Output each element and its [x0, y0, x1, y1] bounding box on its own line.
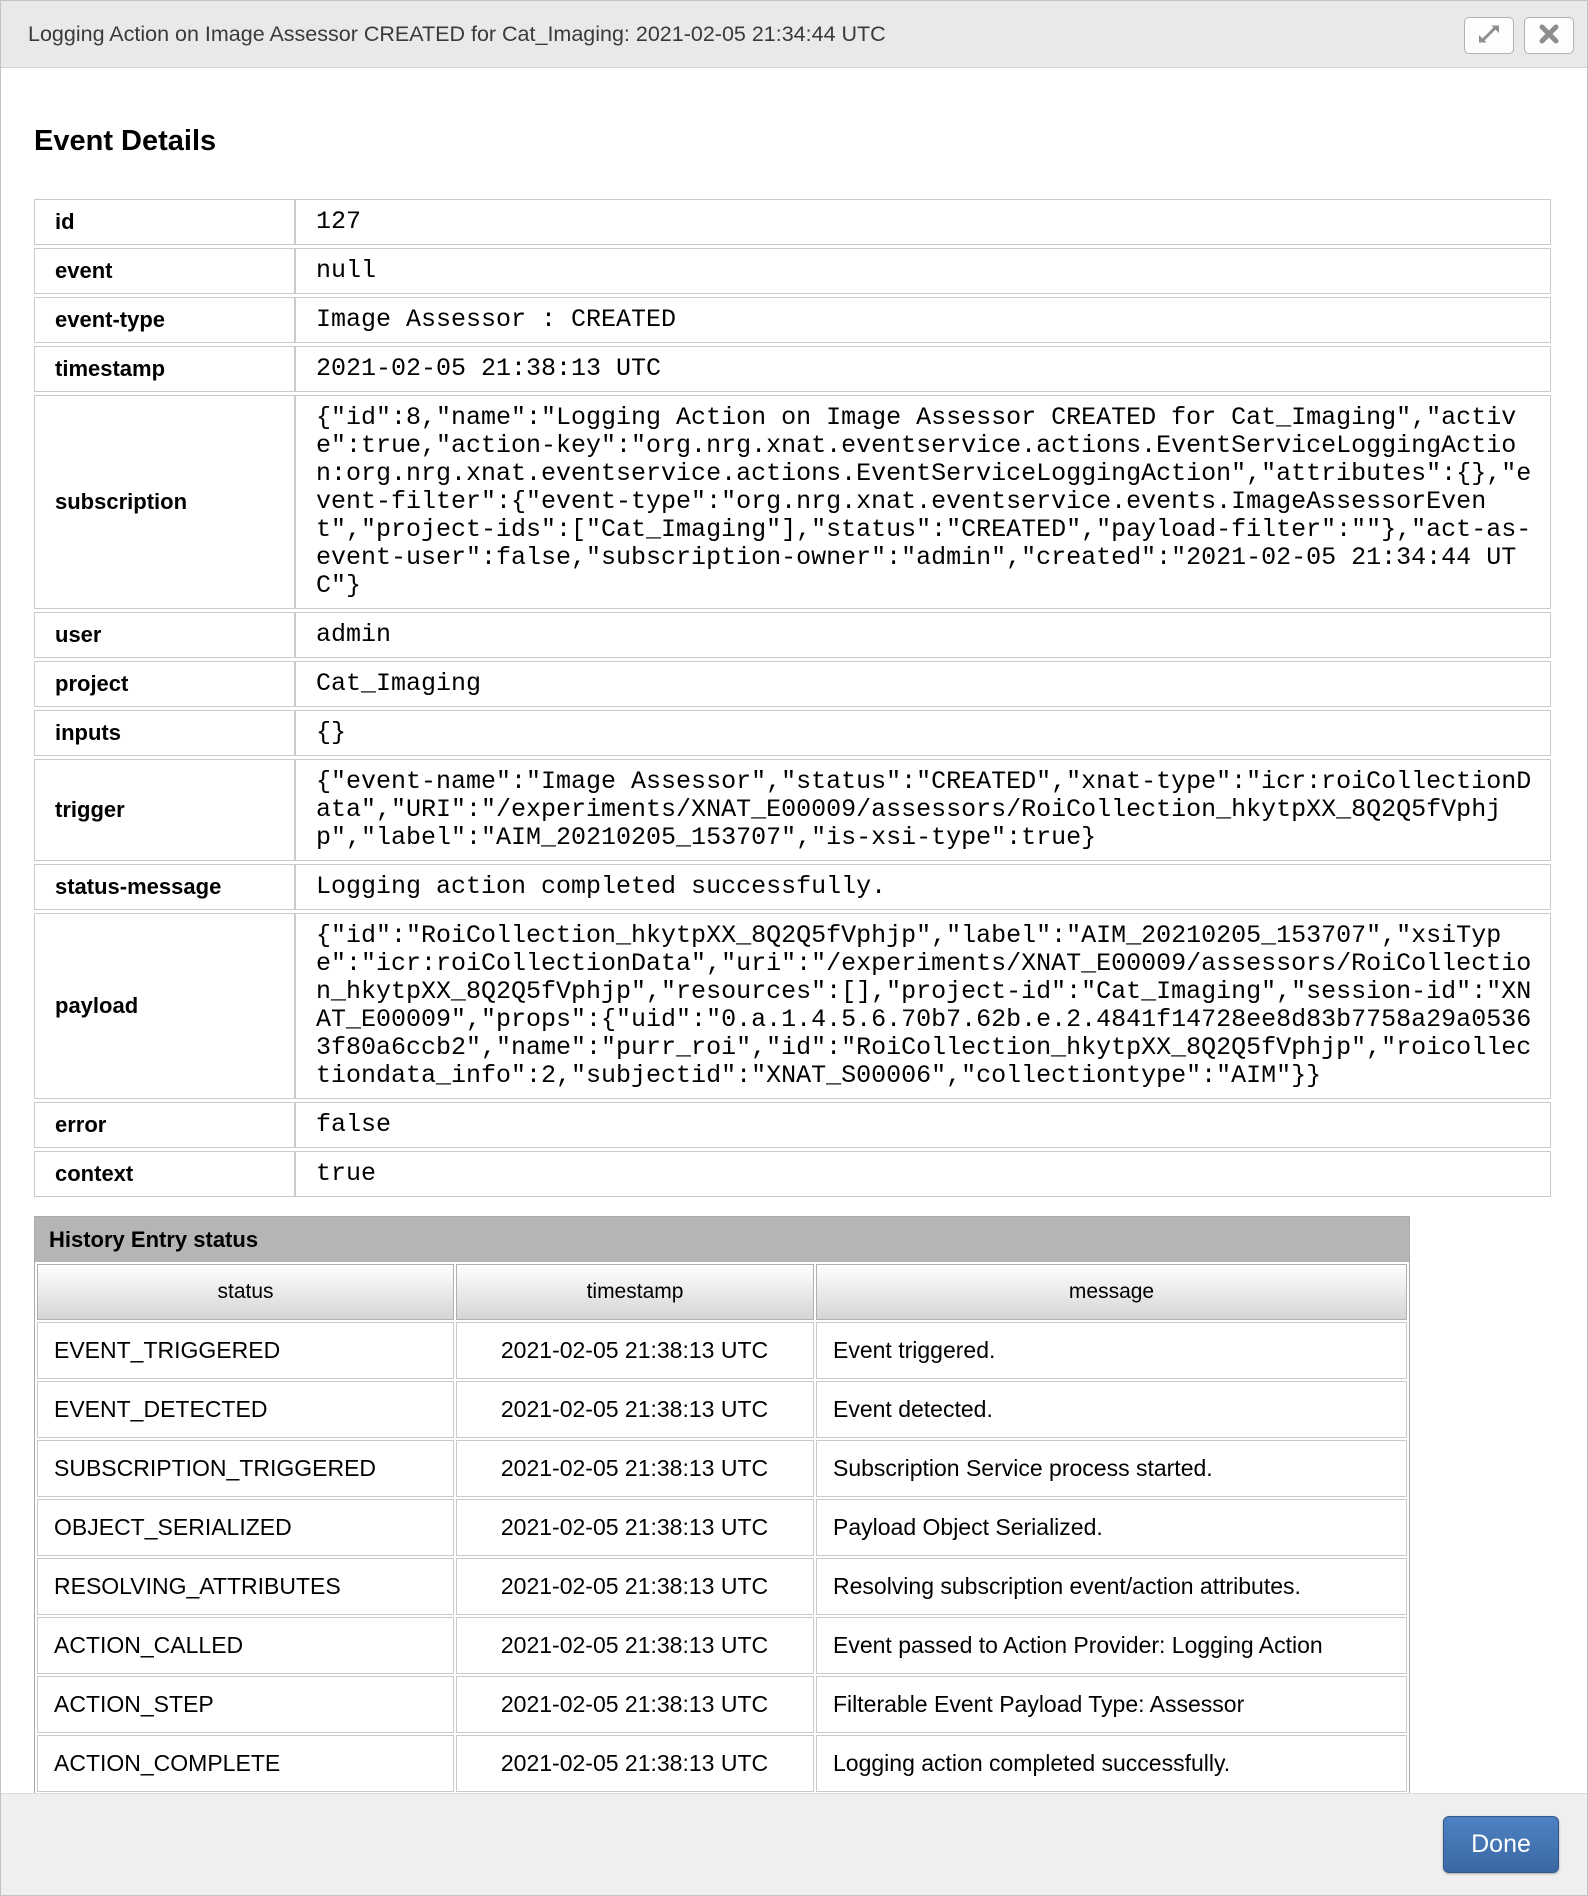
status-cell: EVENT_TRIGGERED: [37, 1322, 454, 1379]
dialog-body: [1, 68, 1587, 1795]
table-row: [34, 661, 1551, 707]
table-row: [34, 199, 1551, 245]
status-cell: SUBSCRIPTION_TRIGGERED: [37, 1440, 454, 1497]
status-cell: ACTION_COMPLETE: [37, 1735, 454, 1792]
row-label: timestamp: [34, 346, 295, 392]
row-label: trigger: [34, 759, 295, 861]
expand-button[interactable]: [1464, 17, 1514, 54]
timestamp-cell: 2021-02-05 21:38:13 UTC: [456, 1322, 814, 1379]
timestamp-cell: 2021-02-05 21:38:13 UTC: [456, 1676, 814, 1733]
message-cell: Payload Object Serialized.: [816, 1499, 1407, 1556]
table-row: [37, 1558, 1407, 1615]
table-row: [34, 759, 1551, 861]
table-row: [37, 1440, 1407, 1497]
expand-icon: [1476, 22, 1502, 49]
table-row: [34, 248, 1551, 294]
event-details-table: [34, 196, 1551, 1200]
done-button[interactable]: Done: [1443, 1816, 1559, 1873]
row-label: user: [34, 612, 295, 658]
close-icon: [1538, 23, 1560, 48]
row-value: admin: [316, 620, 392, 649]
row-value: Cat_Imaging: [316, 669, 482, 698]
row-label: event: [34, 248, 295, 294]
timestamp-cell: 2021-02-05 21:38:13 UTC: [456, 1617, 814, 1674]
status-cell: RESOLVING_ATTRIBUTES: [37, 1558, 454, 1615]
titlebar-buttons: [1464, 17, 1574, 54]
row-label: payload: [34, 913, 295, 1099]
message-cell: Event detected.: [816, 1381, 1407, 1438]
row-value: Image Assessor : CREATED: [316, 305, 677, 334]
row-label: id: [34, 199, 295, 245]
row-value: null: [316, 256, 377, 285]
row-value: false: [316, 1110, 392, 1139]
dialog-titlebar: [1, 1, 1587, 68]
row-value: {"id":"RoiCollection_hkytpXX_8Q2Q5fVphjp","label":"AIM_20210205_153707","xsiType":"icr:roiCollectionData","uri":"/experiments/XNAT_E00009/assessors/RoiCollection_hkytpXX_8Q2Q5fVphjp","resources":[],"project-id":"Cat_Imaging","session-id":"XNAT_E00009","props":{"uid":"0.a.1.4.5.6.70b7.62b.e.2.4841f14728ee8d83b7758a29a05363f80a6ccb2","name":"purr_roi","id":"RoiCollection_hkytpXX_8Q2Q5fVphjp","roicollectiondata_info":2,"subjectid":"XNAT_S00006","collectiontype":"AIM"}}: [316, 921, 1532, 1090]
table-row: [34, 913, 1551, 1099]
status-cell: OBJECT_SERIALIZED: [37, 1499, 454, 1556]
row-label: project: [34, 661, 295, 707]
table-row: [37, 1735, 1407, 1792]
history-table: [35, 1262, 1409, 1794]
timestamp-cell: 2021-02-05 21:38:13 UTC: [456, 1558, 814, 1615]
message-cell: Logging action completed successfully.: [816, 1735, 1407, 1792]
column-header-status: status: [37, 1264, 454, 1320]
table-row: [37, 1322, 1407, 1379]
row-label: inputs: [34, 710, 295, 756]
dialog-title: Logging Action on Image Assessor CREATED for Cat_Imaging: 2021-02-05 21:34:44 UTC: [28, 22, 886, 46]
table-row: [37, 1381, 1407, 1438]
row-label: error: [34, 1102, 295, 1148]
close-button[interactable]: [1524, 17, 1574, 54]
table-row: [37, 1676, 1407, 1733]
timestamp-cell: 2021-02-05 21:38:13 UTC: [456, 1499, 814, 1556]
row-value: 2021-02-05 21:38:13 UTC: [316, 354, 662, 383]
dialog-footer: [1, 1793, 1587, 1895]
event-details-heading: Event Details: [34, 125, 217, 157]
row-value: {}: [316, 718, 347, 747]
table-row: [34, 346, 1551, 392]
column-header-timestamp: timestamp: [456, 1264, 814, 1320]
history-header-row: [37, 1264, 1407, 1320]
table-row: [37, 1499, 1407, 1556]
row-label: event-type: [34, 297, 295, 343]
message-cell: Event triggered.: [816, 1322, 1407, 1379]
history-entry-section: [34, 1216, 1410, 1795]
timestamp-cell: 2021-02-05 21:38:13 UTC: [456, 1735, 814, 1792]
row-label: status-message: [34, 864, 295, 910]
table-row: [34, 612, 1551, 658]
table-row: [34, 864, 1551, 910]
row-value: Logging action completed successfully.: [316, 872, 887, 901]
status-cell: ACTION_STEP: [37, 1676, 454, 1733]
message-cell: Resolving subscription event/action attributes.: [816, 1558, 1407, 1615]
timestamp-cell: 2021-02-05 21:38:13 UTC: [456, 1440, 814, 1497]
status-cell: ACTION_CALLED: [37, 1617, 454, 1674]
table-row: [34, 1102, 1551, 1148]
table-row: [34, 395, 1551, 609]
table-row: [34, 297, 1551, 343]
row-value: true: [316, 1159, 377, 1188]
row-label: context: [34, 1151, 295, 1197]
table-row: [34, 1151, 1551, 1197]
history-section-heading: History Entry status: [35, 1217, 1409, 1262]
row-value: {"event-name":"Image Assessor","status":"CREATED","xnat-type":"icr:roiCollectionData","URI":"/experiments/XNAT_E00009/assessors/RoiCollection_hkytpXX_8Q2Q5fVphjp","label":"AIM_20210205_153707","is-xsi-type":true}: [316, 767, 1532, 852]
status-cell: EVENT_DETECTED: [37, 1381, 454, 1438]
row-value: {"id":8,"name":"Logging Action on Image Assessor CREATED for Cat_Imaging","active":true,"action-key":"org.nrg.xnat.eventservice.actions.EventServiceLoggingAction:org.nrg.xnat.eventservice.actions.EventServiceLoggingAction","attributes":{},"event-filter":{"event-type":"org.nrg.xnat.eventservice.events.ImageAssessorEvent","project-ids":["Cat_Imaging"],"status":"CREATED","payload-filter":""},"act-as-event-user":false,"subscription-owner":"admin","created":"2021-02-05 21:34:44 UTC"}: [316, 403, 1532, 600]
message-cell: Filterable Event Payload Type: Assessor: [816, 1676, 1407, 1733]
message-cell: Subscription Service process started.: [816, 1440, 1407, 1497]
table-row: [37, 1617, 1407, 1674]
row-value: 127: [316, 207, 362, 236]
message-cell: Event passed to Action Provider: Logging Action: [816, 1617, 1407, 1674]
table-row: [34, 710, 1551, 756]
column-header-message: message: [816, 1264, 1407, 1320]
timestamp-cell: 2021-02-05 21:38:13 UTC: [456, 1381, 814, 1438]
row-label: subscription: [34, 395, 295, 609]
